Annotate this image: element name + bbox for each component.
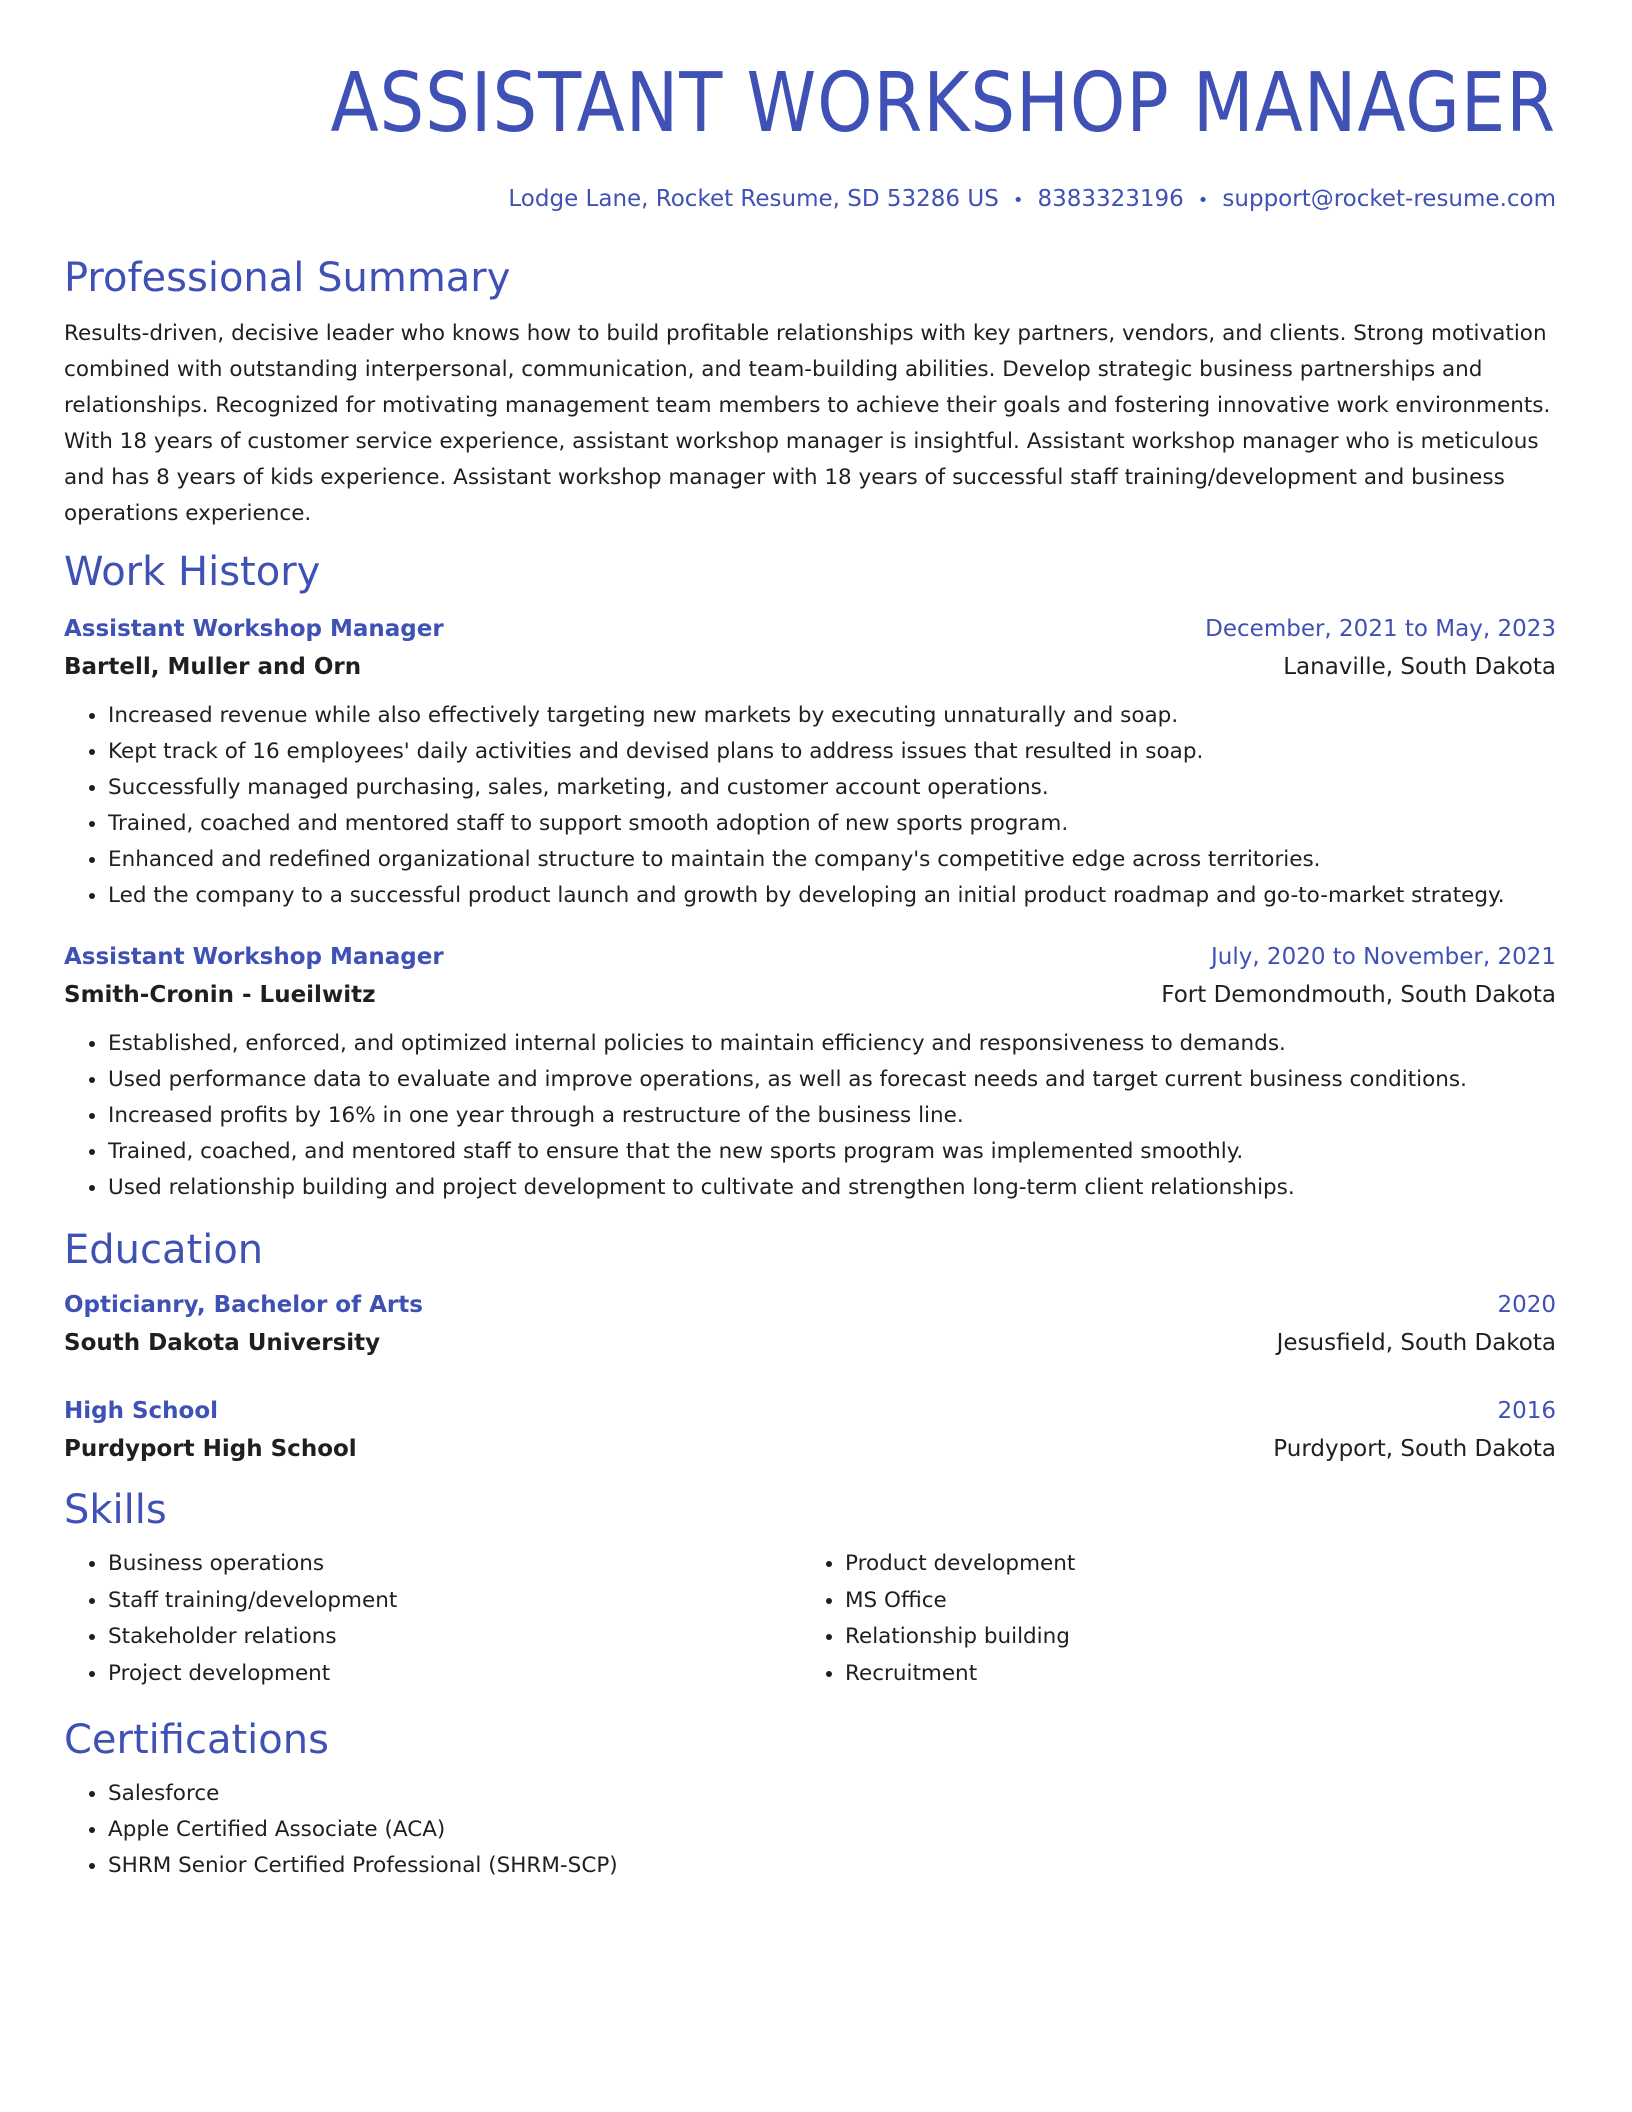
certifications-list [64, 1776, 1556, 1884]
job-location: Fort Demondmouth, South Dakota [1161, 982, 1556, 1008]
job-bullet: • Trained, coached and mentored staff to support smooth adoption of new sports program. [108, 806, 1556, 842]
job-bullet: • Increased profits by 16% in one year through a restructure of the business line. [108, 1098, 1556, 1134]
skill-item: • Staff training/development [108, 1583, 801, 1620]
certification-item: • SHRM Senior Certified Professional (SHRM-SCP) [108, 1848, 1556, 1884]
work-history-heading: Work History [64, 549, 321, 595]
certifications-heading: Certifications [64, 1717, 329, 1763]
education-year: 2016 [1497, 1398, 1556, 1424]
contact-line [64, 184, 1556, 216]
job-bullet: • Kept track of 16 employees' daily activities and devised plans to address issues that resulted in soap. [108, 734, 1556, 770]
skill-item: • MS Office [845, 1583, 1538, 1620]
contact-phone: 8383323196 [1037, 186, 1184, 212]
job-bullet: • Led the company to a successful product launch and growth by developing an initial product roadmap and go-to-market strategy. [108, 878, 1556, 914]
skill-item: • Recruitment [845, 1656, 1538, 1693]
job-bullet: • Successfully managed purchasing, sales, marketing, and customer account operations. [108, 770, 1556, 806]
skill-item: • Product development [845, 1546, 1538, 1583]
job-bullet: • Increased revenue while also effectively targeting new markets by executing unnaturally and soap. [108, 698, 1556, 734]
job-company: Bartell, Muller and Orn [64, 654, 362, 680]
summary-text: Results-driven, decisive leader who knows how to build profitable relationships with key partners, vendors, and clients. Strong motivation combined with outstanding interpersonal, communication, and team-building abilities. Develop strategic business partnerships and relationships. Recognized for motivating management team members to achieve their goals and fostering innovative work environments. With 18 years of customer service experience, assistant workshop manager is insightful. Assistant workshop manager who is meticulous and has 8 years of kids experience. Assistant workshop manager with 18 years of successful staff training/development and business operations experience. [64, 321, 1551, 526]
skill-item: • Business operations [108, 1546, 801, 1583]
job-bullets [64, 698, 1556, 914]
job-entry [64, 938, 1556, 1206]
contact-address: Lodge Lane, Rocket Resume, SD 53286 US [508, 186, 999, 212]
skills-column-right [801, 1546, 1538, 1692]
job-bullets [64, 1026, 1556, 1206]
skill-item: • Stakeholder relations [108, 1619, 801, 1656]
summary-heading: Professional Summary [64, 255, 511, 301]
job-dates: July, 2020 to November, 2021 [1210, 944, 1556, 970]
education-degree: High School [64, 1398, 219, 1424]
job-title: Assistant Workshop Manager [64, 944, 444, 970]
certification-item: • Salesforce [108, 1776, 1556, 1812]
resume-title: ASSISTANT WORKSHOP MANAGER [330, 56, 1556, 151]
job-location: Lanaville, South Dakota [1283, 654, 1556, 680]
education-heading: Education [64, 1227, 264, 1273]
job-bullet: • Used performance data to evaluate and improve operations, as well as forecast needs and target current business conditions. [108, 1062, 1556, 1098]
skill-item: • Project development [108, 1656, 801, 1693]
job-title: Assistant Workshop Manager [64, 616, 444, 642]
contact-separator: • [1012, 190, 1024, 211]
education-location: Purdyport, South Dakota [1273, 1436, 1556, 1462]
job-entry [64, 610, 1556, 914]
job-bullet: • Trained, coached, and mentored staff to ensure that the new sports program was implemented smoothly. [108, 1134, 1556, 1170]
education-year: 2020 [1497, 1292, 1556, 1318]
education-entry [64, 1392, 1556, 1468]
education-location: Jesusfield, South Dakota [1276, 1330, 1556, 1356]
certification-item: • Apple Certified Associate (ACA) [108, 1812, 1556, 1848]
contact-separator: • [1197, 190, 1209, 211]
resume-page [64, 0, 1556, 1884]
education-entry [64, 1286, 1556, 1362]
job-company: Smith-Cronin - Lueilwitz [64, 982, 376, 1008]
education-school: South Dakota University [64, 1330, 381, 1356]
contact-email[interactable]: support@rocket-resume.com [1222, 186, 1556, 212]
job-dates: December, 2021 to May, 2023 [1205, 616, 1556, 642]
skills-heading: Skills [64, 1487, 167, 1533]
skills-list [64, 1546, 1556, 1692]
skill-item: • Relationship building [845, 1619, 1538, 1656]
job-bullet: • Enhanced and redefined organizational structure to maintain the company's competitive edge across territories. [108, 842, 1556, 878]
job-bullet: • Used relationship building and project development to cultivate and strengthen long-term client relationships. [108, 1170, 1556, 1206]
job-bullet: • Established, enforced, and optimized internal policies to maintain efficiency and responsiveness to demands. [108, 1026, 1556, 1062]
education-school: Purdyport High School [64, 1436, 357, 1462]
skills-column-left [64, 1546, 801, 1692]
education-degree: Opticianry, Bachelor of Arts [64, 1292, 423, 1318]
